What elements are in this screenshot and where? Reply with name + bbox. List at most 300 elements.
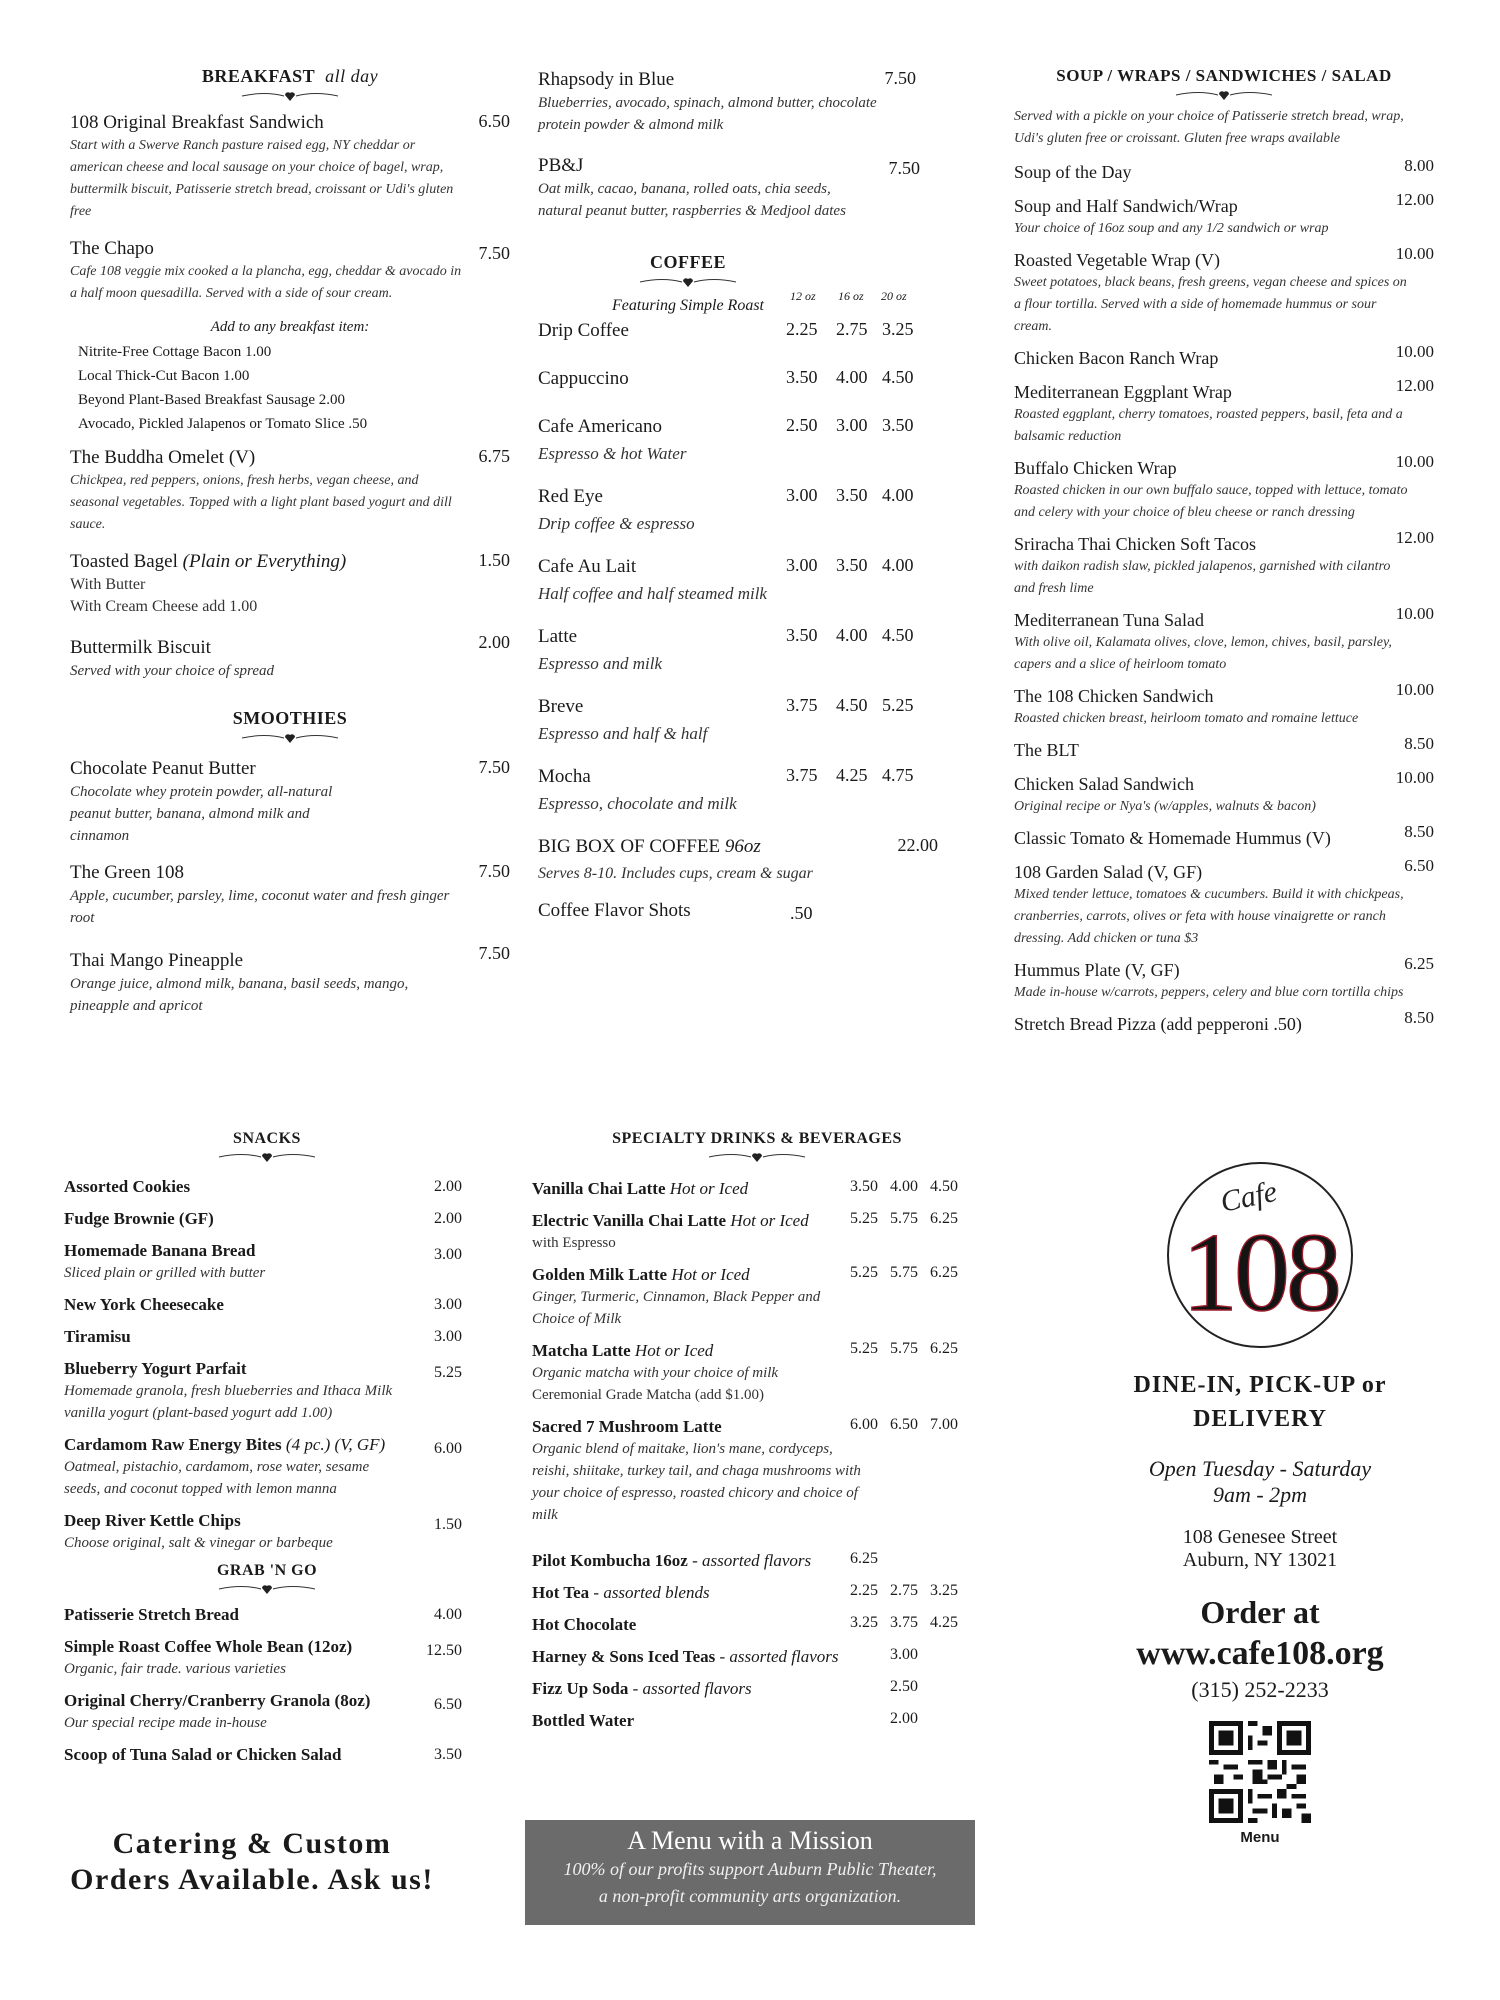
item-desc: Homemade granola, fresh blueberries and Ithaca Milk vanilla yogurt (plant-based yogurt add 1.00): [64, 1383, 393, 1421]
item-price: 8.00: [1404, 156, 1434, 175]
svg-text:108: 108: [1182, 1211, 1338, 1335]
item-price: 5.75: [890, 1340, 918, 1357]
item-price: 7.50: [884, 68, 916, 88]
menu-item: [538, 899, 948, 923]
item-name: Toasted Bagel (Plain or Everything): [70, 551, 347, 572]
item-price: 3.00: [786, 555, 818, 575]
coffee-item: [538, 319, 948, 355]
item-price: 7.50: [478, 861, 510, 881]
item-name-text: Vanilla Chai Latte: [532, 1179, 666, 1198]
item-price: 12.00: [1395, 376, 1434, 395]
menu-item: [64, 1358, 470, 1424]
item-name: Rhapsody in Blue: [538, 69, 675, 90]
menu-item: [532, 1178, 982, 1200]
menu-item: [532, 1264, 982, 1330]
item-desc: Oatmeal, pistachio, cardamom, rose water, sesame seeds, and coconut topped with lemon manna: [64, 1459, 370, 1497]
item-price: 6.25: [850, 1550, 878, 1567]
item-note: - assorted blends: [593, 1583, 710, 1602]
item-name: BIG BOX OF COFFEE 96oz: [538, 836, 761, 857]
item-name: The BLT: [1014, 740, 1079, 760]
item-price: 3.25: [882, 319, 914, 339]
item-price: 6.00: [850, 1416, 878, 1433]
item-price: 2.75: [836, 319, 868, 339]
menu-item: [532, 1416, 982, 1526]
item-price: 3.75: [890, 1614, 918, 1631]
menu-item: [532, 1550, 982, 1572]
item-price: 10.00: [1395, 452, 1434, 471]
item-price: 10.00: [1395, 342, 1434, 361]
breakfast-title: BREAKFAST all day: [201, 66, 379, 86]
item-price: 5.25: [882, 695, 914, 715]
menu-item: [538, 835, 948, 885]
menu-item: [1014, 376, 1434, 448]
item-price: 4.25: [930, 1614, 958, 1631]
addon-line: Beyond Plant-Based Breakfast Sausage 2.00: [78, 392, 346, 408]
address-city: Auburn, NY 13021: [1182, 1549, 1338, 1571]
item-name: New York Cheesecake: [64, 1295, 224, 1314]
item-name: Scoop of Tuna Salad or Chicken Salad: [64, 1745, 342, 1764]
soup-intro: Served with a pickle on your choice of Patisserie stretch bread, wrap, Udi's gluten free or croissant. Gluten free wraps available: [1014, 109, 1404, 146]
item-price: 6.25: [930, 1210, 958, 1227]
mission-title: A Menu with a Mission: [627, 1826, 873, 1855]
item-name: Breve: [538, 696, 584, 717]
item-name: Assorted Cookies: [64, 1177, 191, 1196]
menu-item: [64, 1294, 470, 1316]
item-price: 3.50: [882, 415, 914, 435]
item-desc: Choose original, salt & vinegar or barbeque: [64, 1535, 333, 1551]
item-name: Latte: [538, 626, 578, 647]
item-price: 5.25: [434, 1364, 462, 1381]
mission-banner: [525, 1820, 975, 1925]
item-desc: Espresso & hot Water: [538, 444, 687, 463]
menu-item: [70, 237, 510, 305]
item-price: 4.00: [434, 1606, 462, 1623]
menu-item: [532, 1340, 982, 1406]
mission-text: a non-profit community arts organization.: [598, 1886, 902, 1906]
item-price: 3.00: [434, 1296, 462, 1313]
heart-ornament-icon: [638, 275, 738, 289]
item-desc: Ceremonial Grade Matcha (add $1.00): [532, 1387, 764, 1403]
menu-item: [64, 1176, 470, 1198]
menu-item: [538, 154, 948, 222]
menu-item: [70, 632, 510, 682]
item-desc: Drip coffee & espresso: [538, 514, 695, 533]
soup-column: [1014, 66, 1434, 1046]
menu-item: [64, 1604, 470, 1626]
hours-days: Open Tuesday - Saturday: [1148, 1456, 1372, 1481]
website-link[interactable]: www.cafe108.org: [1136, 1635, 1384, 1672]
item-price: 8.50: [1404, 734, 1434, 753]
item-price: 3.00: [434, 1246, 462, 1263]
item-price: 3.25: [930, 1582, 958, 1599]
item-name: Deep River Kettle Chips: [64, 1511, 241, 1530]
item-price: 7.50: [478, 943, 510, 963]
menu-item: [532, 1646, 982, 1668]
item-price: 2.50: [890, 1678, 918, 1695]
item-price: 2.25: [850, 1582, 878, 1599]
item-name: Sriracha Thai Chicken Soft Tacos: [1014, 534, 1257, 554]
item-desc: Sliced plain or grilled with butter: [64, 1265, 266, 1281]
addon-line: Avocado, Pickled Jalapenos or Tomato Slice .50: [78, 416, 368, 432]
menu-item: [532, 1582, 982, 1604]
item-price: 6.50: [434, 1696, 462, 1713]
item-name: Chocolate Peanut Butter: [70, 758, 256, 779]
item-price: 6.25: [930, 1340, 958, 1357]
item-desc: Made in-house w/carrots, peppers, celery and blue corn tortilla chips: [1014, 985, 1404, 1000]
item-price: 7.50: [888, 158, 920, 178]
item-price: 7.50: [478, 243, 510, 263]
item-name: 108 Garden Salad (V, GF): [1014, 862, 1203, 882]
size-label: 16 oz: [838, 289, 864, 303]
item-price: 3.50: [786, 367, 818, 387]
item-note: Hot or Iced: [671, 1265, 750, 1284]
info-panel: [1115, 1160, 1405, 1846]
item-name: The Chapo: [70, 238, 154, 259]
item-price: 3.00: [836, 415, 868, 435]
item-name-text: Hot Tea: [532, 1583, 590, 1602]
item-name-text: Bottled Water: [532, 1711, 635, 1730]
menu-item: [532, 1210, 982, 1254]
item-desc: Roasted chicken in our own buffalo sauce, topped with lettuce, tomato and celery with your choice of bleu cheese or ranch dressing: [1014, 483, 1408, 520]
menu-item: [1014, 1008, 1434, 1036]
order-heading: Order at: [1200, 1594, 1320, 1630]
menu-item: [70, 111, 510, 223]
item-desc: With Cream Cheese add 1.00: [70, 598, 258, 615]
item-name: The Buddha Omelet (V): [70, 447, 256, 468]
item-price: 8.50: [1404, 1008, 1434, 1027]
item-price: 8.50: [1404, 822, 1434, 841]
item-price: 3.50: [850, 1178, 878, 1195]
soup-title: SOUP / WRAPS / SANDWICHES / SALAD: [1056, 66, 1392, 85]
item-name-text: Matcha Latte: [532, 1341, 631, 1360]
item-price: 3.00: [890, 1646, 918, 1663]
item-price: 4.50: [882, 625, 914, 645]
menu-item: [64, 1744, 470, 1766]
item-name: Chicken Salad Sandwich: [1014, 774, 1194, 794]
phone-number: (315) 252-2233: [1191, 1677, 1329, 1702]
coffee-item: [538, 485, 948, 543]
breakfast-column: [70, 66, 510, 1031]
item-price: 3.75: [786, 695, 818, 715]
menu-item: [1014, 244, 1434, 338]
catering-note: Catering & Custom Orders Available. Ask us!: [70, 1827, 434, 1896]
menu-item: [1014, 680, 1434, 730]
menu-item: [1014, 528, 1434, 600]
item-price: 2.00: [434, 1178, 462, 1195]
item-name-text: Golden Milk Latte: [532, 1265, 668, 1284]
item-price: 12.00: [1395, 190, 1434, 209]
item-desc: Roasted chicken breast, heirloom tomato and romaine lettuce: [1014, 711, 1359, 726]
item-name: [532, 1550, 982, 1572]
item-name: Roasted Vegetable Wrap (V): [1014, 250, 1221, 270]
item-name: Soup of the Day: [1014, 162, 1132, 182]
coffee-item: [538, 415, 948, 473]
item-name: The Green 108: [70, 862, 184, 883]
item-price: 2.25: [786, 319, 818, 339]
item-price: 4.00: [882, 485, 914, 505]
item-desc: with Espresso: [532, 1235, 616, 1251]
addon-line: Nitrite-Free Cottage Bacon 1.00: [78, 344, 272, 360]
item-price: 3.50: [434, 1746, 462, 1763]
snacks-column: [64, 1130, 470, 1776]
grab-title: GRAB 'N GO: [216, 1562, 318, 1579]
coffee-item: [538, 695, 948, 753]
item-price: 4.00: [890, 1178, 918, 1195]
item-price: 1.50: [434, 1516, 462, 1533]
item-desc: Your choice of 16oz soup and any 1/2 sandwich or wrap: [1014, 221, 1329, 236]
item-name: Cappuccino: [538, 368, 629, 389]
item-price: 2.00: [478, 632, 510, 652]
item-desc: Chickpea, red peppers, onions, fresh herbs, vegan cheese, and seasonal vegetables. Topped with a light plant based yogurt and dill sauce.: [70, 473, 452, 532]
item-desc: Organic blend of maitake, lion's mane, cordyceps, reishi, shiitake, turkey tail, and chaga mushrooms with your choice of espresso, roasted chicory and choice of milk: [532, 1441, 861, 1523]
item-note: Hot or Iced: [634, 1341, 714, 1360]
menu-item: [538, 68, 948, 136]
item-note: - assorted flavors: [719, 1647, 839, 1666]
item-note: - assorted flavors: [692, 1551, 812, 1570]
item-price: 2.00: [890, 1710, 918, 1727]
item-price: 22.00: [897, 835, 938, 855]
item-name: Chicken Bacon Ranch Wrap: [1014, 348, 1219, 368]
item-price: 5.25: [850, 1264, 878, 1281]
item-price: 5.25: [850, 1210, 878, 1227]
addon-heading: Add to any breakfast item:: [210, 319, 370, 335]
addon-line: Local Thick-Cut Bacon 1.00: [78, 368, 250, 384]
item-desc: Espresso and milk: [538, 654, 663, 673]
item-name-text: Harney & Sons Iced Teas: [532, 1647, 716, 1666]
item-price: 6.00: [434, 1440, 462, 1457]
item-price: 2.50: [786, 415, 818, 435]
item-price: 7.00: [930, 1416, 958, 1433]
specialty-title: SPECIALTY DRINKS & BEVERAGES: [612, 1130, 902, 1147]
menu-item: [1014, 452, 1434, 524]
item-name: Drip Coffee: [538, 320, 629, 341]
item-name: Classic Tomato & Homemade Hummus (V): [1014, 828, 1331, 848]
menu-item: [1014, 768, 1434, 818]
item-desc: Sweet potatoes, black beans, fresh greens, vegan cheese and spices on a flour tortilla. Served with a side of homemade hummus or sour cream.: [1014, 275, 1407, 334]
coffee-item: [538, 625, 948, 683]
item-name-text: Pilot Kombucha 16oz: [532, 1551, 688, 1570]
item-name: Patisserie Stretch Bread: [64, 1605, 239, 1624]
menu-item: [64, 1326, 470, 1348]
svg-text:Cafe: Cafe: [1217, 1174, 1280, 1219]
menu-item: [64, 1690, 470, 1734]
heart-ornament-icon: [240, 731, 340, 745]
item-desc: Organic, fair trade. various varieties: [64, 1661, 286, 1677]
item-price: 4.00: [882, 555, 914, 575]
item-desc: With Butter: [70, 576, 146, 593]
specialty-column: [532, 1130, 982, 1742]
menu-item: [64, 1208, 470, 1230]
item-name: Mocha: [538, 766, 591, 787]
item-desc: Mixed tender lettuce, tomatoes & cucumbers. Build it with chickpeas, cranberries, carrots, olives or feta with house vinaigrette or ranch dressing. Add chicken or tuna $3: [1014, 887, 1404, 946]
item-price: 3.75: [786, 765, 818, 785]
item-desc: Our special recipe made in-house: [64, 1715, 267, 1731]
item-note: (4 pc.) (V, GF): [285, 1435, 386, 1454]
menu-item: [70, 550, 510, 618]
item-price: 4.50: [836, 695, 868, 715]
item-desc: Organic matcha with your choice of milk: [532, 1365, 779, 1381]
menu-item: [64, 1240, 470, 1284]
item-name: The 108 Chicken Sandwich: [1014, 686, 1214, 706]
item-price: 7.50: [478, 757, 510, 777]
menu-item: [1014, 156, 1434, 184]
item-name: Original Cherry/Cranberry Granola (8oz): [64, 1691, 371, 1710]
item-price: 3.00: [434, 1328, 462, 1345]
item-price: .50: [790, 903, 813, 923]
item-name-text: Electric Vanilla Chai Latte: [532, 1211, 727, 1230]
item-name: Buffalo Chicken Wrap: [1014, 458, 1177, 478]
smoothies-title: SMOOTHIES: [232, 708, 348, 728]
item-note: Hot or Iced: [669, 1179, 749, 1198]
item-price: 10.00: [1395, 604, 1434, 623]
item-price: 5.75: [890, 1264, 918, 1281]
item-name: [64, 1434, 414, 1456]
heart-ornament-icon: [217, 1582, 317, 1596]
item-name: Hummus Plate (V, GF): [1014, 960, 1180, 980]
item-desc: Serves 8-10. Includes cups, cream & sugar: [538, 865, 813, 882]
item-name-text: Cardamom Raw Energy Bites: [64, 1435, 282, 1454]
item-desc: Served with your choice of spread: [70, 663, 274, 679]
item-desc: With olive oil, Kalamata olives, clove, lemon, chives, basil, parsley, capers and a slice of heirloom tomato: [1014, 635, 1392, 672]
item-desc: Blueberries, avocado, spinach, almond butter, chocolate protein powder & almond milk: [538, 95, 877, 133]
menu-item: [532, 1710, 982, 1732]
item-name: Tiramisu: [64, 1327, 131, 1346]
item-desc: Cafe 108 veggie mix cooked a la plancha, egg, cheddar & avocado in a half moon quesadilla. Served with a side of sour cream.: [70, 264, 462, 301]
item-name: Buttermilk Biscuit: [70, 637, 211, 658]
item-price: 3.50: [786, 625, 818, 645]
item-name: Cafe Americano: [538, 416, 662, 437]
item-price: 1.50: [478, 550, 510, 570]
item-note: - assorted flavors: [632, 1679, 752, 1698]
item-name: Cafe Au Lait: [538, 556, 637, 577]
item-price: 12.00: [1395, 528, 1434, 547]
item-price: 4.00: [836, 367, 868, 387]
item-price: 4.50: [882, 367, 914, 387]
coffee-title: COFFEE: [649, 252, 726, 272]
item-name: PB&J: [538, 155, 584, 176]
heart-ornament-icon: [240, 89, 340, 103]
coffee-item: [538, 765, 948, 823]
item-price: 5.25: [850, 1340, 878, 1357]
menu-item: [532, 1678, 982, 1700]
cafe-108-logo: [1165, 1160, 1355, 1350]
qr-code-icon[interactable]: [1209, 1721, 1311, 1823]
item-desc: Chocolate whey protein powder, all-natural peanut butter, banana, almond milk and cinnamon: [70, 784, 333, 844]
item-price: 6.50: [1404, 856, 1434, 875]
item-note: Hot or Iced: [730, 1211, 809, 1230]
menu-item: [1014, 856, 1434, 950]
item-desc: Ginger, Turmeric, Cinnamon, Black Pepper and Choice of Milk: [532, 1289, 821, 1327]
item-name: Red Eye: [538, 486, 603, 507]
item-price: 10.00: [1395, 680, 1434, 699]
size-label: 20 oz: [881, 289, 907, 303]
snacks-title: SNACKS: [233, 1130, 301, 1147]
item-desc: Start with a Swerve Ranch pasture raised egg, NY cheddar or american cheese and local sausage on your choice of bagel, wrap, buttermilk biscuit, Patisserie stretch bread, croissant or Udi's gluten free: [70, 138, 454, 219]
menu-item: [1014, 342, 1434, 370]
item-price: 2.00: [434, 1210, 462, 1227]
item-desc: Roasted eggplant, cherry tomatoes, roasted peppers, basil, feta and a balsamic reduction: [1014, 407, 1403, 444]
heart-ornament-icon: [1174, 88, 1274, 102]
item-price: 2.75: [890, 1582, 918, 1599]
item-desc: Half coffee and half steamed milk: [538, 584, 767, 603]
item-desc: Apple, cucumber, parsley, lime, coconut water and fresh ginger root: [70, 888, 450, 926]
menu-item: [1014, 822, 1434, 850]
item-name: Homemade Banana Bread: [64, 1241, 256, 1260]
item-name: 108 Original Breakfast Sandwich: [70, 112, 324, 133]
coffee-subtitle: Featuring Simple Roast: [612, 297, 764, 314]
hours-time: 9am - 2pm: [1212, 1482, 1308, 1507]
item-price: 10.00: [1395, 244, 1434, 263]
menu-item: [532, 1614, 982, 1636]
item-price: 3.50: [836, 555, 868, 575]
size-label: 12 oz: [790, 289, 816, 303]
item-desc: Original recipe or Nya's (w/apples, walnuts & bacon): [1014, 799, 1316, 814]
menu-item: [1014, 604, 1434, 676]
menu-item: [70, 861, 510, 929]
heart-ornament-icon: [217, 1150, 317, 1164]
item-price: 4.75: [882, 765, 914, 785]
menu-item: [64, 1636, 470, 1680]
item-price: 3.00: [786, 485, 818, 505]
item-price: 3.25: [850, 1614, 878, 1631]
item-price: 3.50: [836, 485, 868, 505]
address-street: 108 Genesee Street: [1182, 1526, 1338, 1548]
service-options: DINE-IN, PICK-UP or DELIVERY: [1133, 1372, 1387, 1432]
menu-item: [64, 1434, 470, 1500]
heart-ornament-icon: [707, 1150, 807, 1164]
item-name-text: Sacred 7 Mushroom Latte: [532, 1417, 722, 1436]
item-name: Mediterranean Eggplant Wrap: [1014, 382, 1232, 402]
item-desc: with daikon radish slaw, pickled jalapenos, garnished with cilantro and fresh lime: [1014, 559, 1391, 596]
item-price: 6.25: [930, 1264, 958, 1281]
coffee-item: [538, 555, 948, 613]
item-desc: Espresso, chocolate and milk: [538, 794, 737, 813]
item-price: 6.75: [478, 446, 510, 466]
coffee-item: [538, 367, 948, 403]
item-price: 10.00: [1395, 768, 1434, 787]
item-price: 6.50: [478, 111, 510, 131]
item-price: 4.00: [836, 625, 868, 645]
mission-text: 100% of our profits support Auburn Public Theater,: [563, 1859, 937, 1879]
item-price: 4.25: [836, 765, 868, 785]
item-price: 6.50: [890, 1416, 918, 1433]
menu-item: [64, 1510, 470, 1554]
item-name-text: Fizz Up Soda: [532, 1679, 629, 1698]
item-desc: Oat milk, cacao, banana, rolled oats, chia seeds, natural peanut butter, raspberries & Medjool dates: [538, 181, 846, 219]
item-name: Blueberry Yogurt Parfait: [64, 1359, 247, 1378]
item-name: Stretch Bread Pizza (add pepperoni .50): [1014, 1014, 1302, 1034]
item-name: Thai Mango Pineapple: [70, 950, 244, 971]
menu-item: [70, 943, 510, 1017]
item-name: Soup and Half Sandwich/Wrap: [1014, 196, 1238, 216]
qr-label: Menu: [1240, 1829, 1280, 1846]
item-name: Simple Roast Coffee Whole Bean (12oz): [64, 1637, 353, 1656]
item-name-text: Hot Chocolate: [532, 1615, 637, 1634]
coffee-column: [538, 68, 948, 937]
item-desc: Espresso and half & half: [538, 724, 708, 743]
item-price: 4.50: [930, 1178, 958, 1195]
menu-item: [1014, 954, 1434, 1004]
item-name: Fudge Brownie (GF): [64, 1209, 214, 1228]
item-name: Coffee Flavor Shots: [538, 900, 691, 921]
item-price: 5.75: [890, 1210, 918, 1227]
item-name: Mediterranean Tuna Salad: [1014, 610, 1204, 630]
menu-item: [70, 757, 510, 847]
menu-item: [1014, 734, 1434, 762]
menu-item: [1014, 190, 1434, 240]
item-price: 12.50: [426, 1642, 462, 1659]
item-desc: Orange juice, almond milk, banana, basil seeds, mango, pineapple and apricot: [70, 976, 409, 1014]
